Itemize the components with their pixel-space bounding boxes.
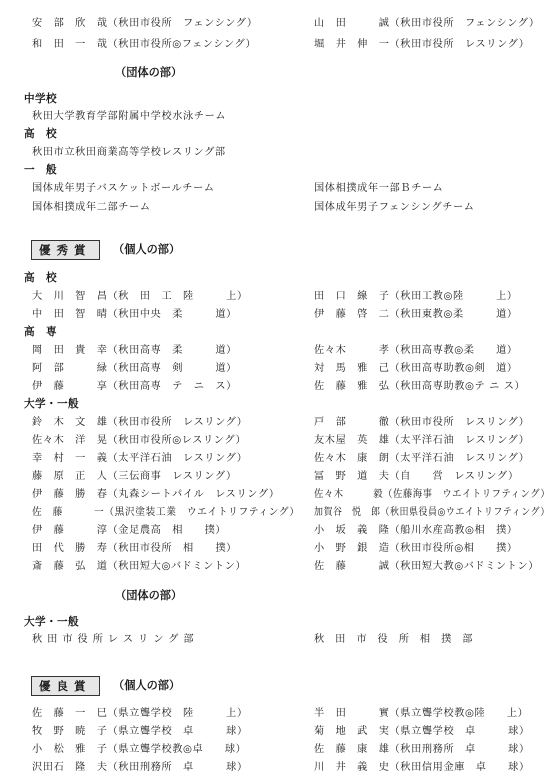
award-entry: 沢田石 隆 夫（秋田刑務所 卓 球） <box>32 762 248 773</box>
award-entry: 阿 部 緑（秋田高専 剣 道） <box>32 363 237 374</box>
award-entry: 佐々木 洋 晃（秋田市役所◎レスリング） <box>32 435 247 446</box>
award-entry: 斎 藤 弘 道（秋田短大◎バドミントン） <box>32 561 247 572</box>
award-entry: 対 馬 雅 己（秋田高専助教◎剣 道） <box>314 363 518 374</box>
team-entry: 国体成年男子バスケットボールチーム <box>32 183 215 194</box>
award-entry: 佐 藤 雅 弘（秋田高専助教◎テ ニ ス） <box>314 381 526 392</box>
award-entry: 牧 野 暁 子（県立聾学校 卓 球） <box>32 726 248 737</box>
group-section-title: （団体の部） <box>115 66 183 79</box>
good-award-label: 優良賞 <box>31 676 100 696</box>
award-entry: 大 川 智 昌（秋 田 工 陸 上） <box>32 291 248 302</box>
award-entry: 小 坂 義 隆（船川水産高教◎相 撲） <box>314 525 518 536</box>
award-entry: 小 松 雅 子（県立聾学校教◎卓 球） <box>32 744 247 755</box>
category-heading: 中学校 <box>24 93 57 105</box>
award-entry: 佐 藤 一（黒沢塗装工業 ウエイトリフティング） <box>32 507 300 518</box>
team-entry: 秋田大学教育学部附属中学校水泳チーム <box>32 111 227 122</box>
team-entry: 秋田市役所レスリング部 <box>32 634 199 645</box>
award-entry: 戸 部 徹（秋田市役所 レスリング） <box>314 417 530 428</box>
excellence-award-label: 優秀賞 <box>31 240 100 260</box>
award-entry: 山 田 誠（秋田市役所 フェンシング） <box>314 18 540 29</box>
award-entry: 伊 藤 啓 二（秋田東教◎柔 道） <box>314 309 518 320</box>
award-entry: 佐 藤 康 雄（秋田刑務所 卓 球） <box>314 744 530 755</box>
category-heading: 大学・一般 <box>24 398 79 410</box>
award-entry: 小 野 銀 造（秋田市役所◎相 撲） <box>314 543 518 554</box>
award-entry: 幸 村 一 義（太平洋石油 レスリング） <box>32 453 248 464</box>
award-entry: 佐々木 孝（秋田高専教◎柔 道） <box>314 345 518 356</box>
team-entry: 国体成年男子フェンシングチーム <box>314 202 475 213</box>
award-entry: 伊 藤 淳（金足農高 相 撲） <box>32 525 227 536</box>
award-entry: 佐々木 康 朗（太平洋石油 レスリング） <box>314 453 530 464</box>
award-entry: 安 部 欣 哉（秋田市役所 フェンシング） <box>32 18 258 29</box>
award-entry: 岡 田 貴 幸（秋田高専 柔 道） <box>32 345 237 356</box>
award-entry: 半 田 實（県立聾学校教◎陸 上） <box>314 708 529 719</box>
award-entry: 佐々木 毅（佐藤海事 ウエイトリフティング） <box>314 489 551 500</box>
award-entry: 和 田 一 哉（秋田市役所◎フェンシング） <box>32 39 257 50</box>
category-heading: 大学・一般 <box>24 616 79 628</box>
award-entry: 友木屋 英 雄（太平洋石油 レスリング） <box>314 435 530 446</box>
award-entry: 伊 藤 勝 春（丸森シートパイル レスリング） <box>32 489 280 500</box>
individual-section-title: （個人の部） <box>113 679 181 692</box>
team-entry: 国体相撲成年二部チーム <box>32 202 151 213</box>
award-entry: 佐 藤 一 巳（県立聾学校 陸 上） <box>32 708 248 719</box>
award-entry: 冨 野 道 夫（自 営 レスリング） <box>314 471 519 482</box>
award-entry: 田 口 線 子（秋田工教◎陸 上） <box>314 291 518 302</box>
category-heading: 高 校 <box>24 128 57 140</box>
award-entry: 伊 藤 享（秋田高専 テ ニ ス） <box>32 381 237 392</box>
category-heading: 高 校 <box>24 272 57 284</box>
award-entry: 加賀谷 悦 郎（秋田県役員◎ウエイトリフティング） <box>314 507 550 518</box>
award-entry: 佐 藤 誠（秋田短大教◎バドミントン） <box>314 561 540 572</box>
team-entry: 国体相撲成年一部Ｂチーム <box>314 183 444 194</box>
award-entry: 鈴 木 文 雄（秋田市役所 レスリング） <box>32 417 248 428</box>
award-entry: 藤 原 正 人（三伝商事 レスリング） <box>32 471 237 482</box>
individual-section-title: （個人の部） <box>113 243 181 256</box>
award-entry: 菊 地 武 実（県立聾学校 卓 球） <box>314 726 530 737</box>
category-heading: 高 専 <box>24 326 57 338</box>
team-entry: 秋田市役所相撲部 <box>314 634 484 645</box>
award-entry: 川 井 義 史（秋田信用金庫 卓 球） <box>314 762 530 773</box>
group-section-title: （団体の部） <box>115 589 183 602</box>
award-entry: 中 田 智 晴（秋田中央 柔 道） <box>32 309 237 320</box>
team-entry: 秋田市立秋田商業高等学校レスリング部 <box>32 147 226 158</box>
award-entry: 田 代 勝 寿（秋田市役所 相 撲） <box>32 543 237 554</box>
award-entry: 堀 井 伸 一（秋田市役所 レスリング） <box>314 39 530 50</box>
category-heading: 一 般 <box>24 164 57 176</box>
